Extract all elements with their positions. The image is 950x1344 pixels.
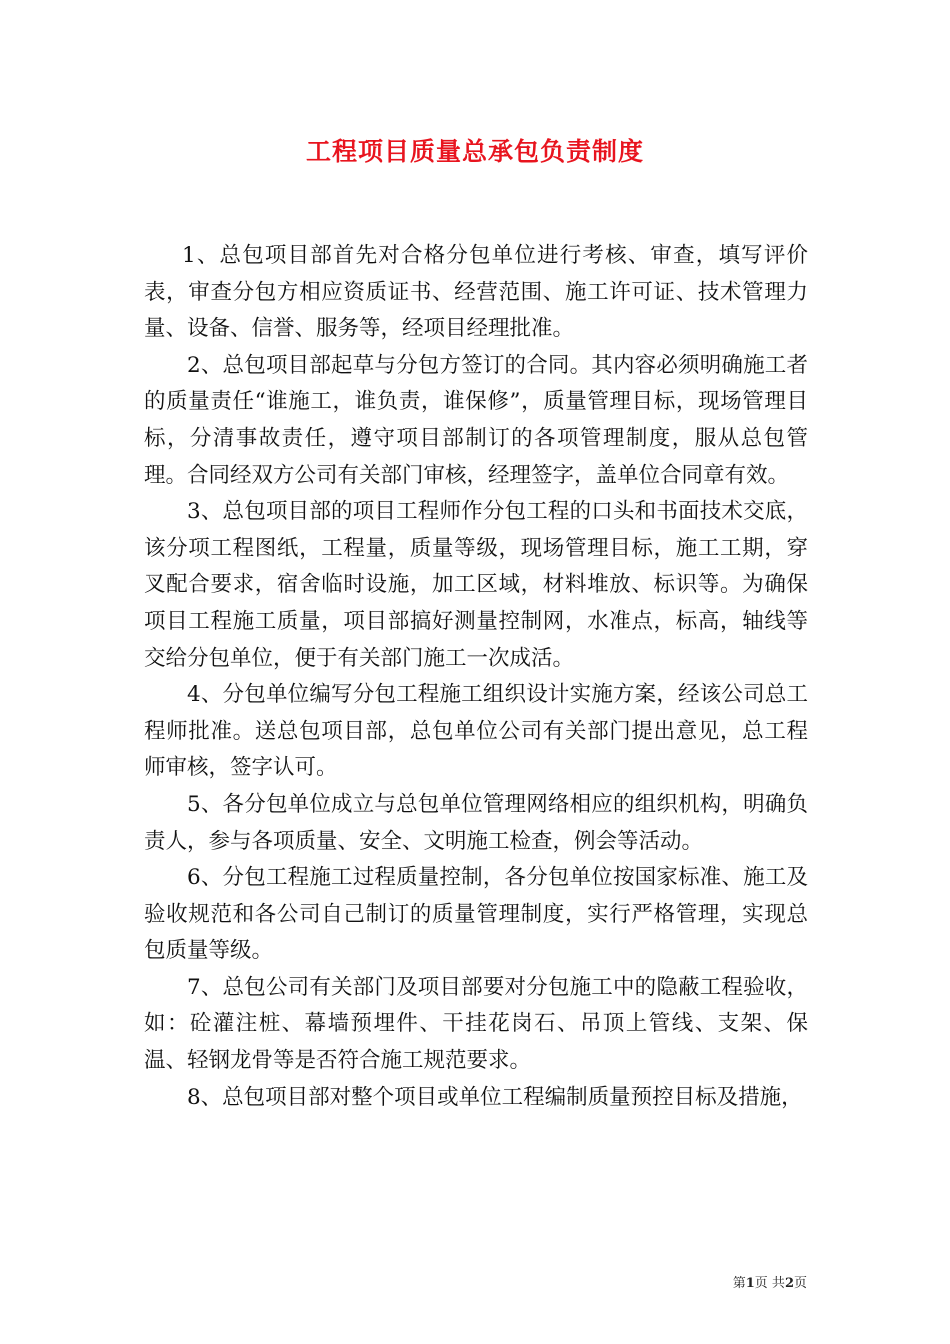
paragraph-5: 5、各分包单位成立与总包单位管理网络相应的组织机构，明确负责人，参与各项质量、安全、文明施工检查，例会等活动。 (144, 791, 808, 854)
total-pages-number: 2 (784, 1276, 794, 1291)
document-title: 工程项目质量总承包负责制度 (305, 137, 644, 166)
paragraph-1: 1、总包项目部首先对合格分包单位进行考核、审查，填写评价表，审查分包方相应资质证书、经营范围、施工许可证、技术管理力量、设备、信誉、服务等，经项目经理批准。 (144, 243, 808, 342)
footer-suffix: 页 (793, 1276, 807, 1291)
footer-middle: 页 共 (754, 1276, 785, 1291)
paragraph-7: 7、总包公司有关部门及项目部要对分包施工中的隐蔽工程验收，如：砼灌注桩、幕墙预埋件、干挂花岗石、吊顶上管线、支架、保温、轻钢龙骨等是否符合施工规范要求。 (144, 974, 808, 1074)
paragraph-3: 3、总包项目部的项目工程师作分包工程的口头和书面技术交底，该分项工程图纸，工程量，质量等级，现场管理目标，施工工期，穿叉配合要求，宿舍临时设施，加工区域，材料堆放、标识等。为确保项目工程施工质量，项目部搞好测量控制网，水准点，标高，轴线等交给分包单位，便于有关部门施工一次成活。 (144, 499, 808, 671)
current-page-number: 1 (745, 1276, 755, 1291)
paragraph-2: 2、总包项目部起草与分包方签订的合同。其内容必须明确施工者的质量责任“谁施工，谁负责，谁保修”，质量管理目标，现场管理目标，分清事故责任，遵守项目部制订的各项管理制度，服从总包管理。合同经双方公司有关部门审核，经理签字，盖单位合同章有效。 (144, 352, 808, 488)
document-body (144, 238, 808, 1116)
paragraph-6: 6、分包工程施工过程质量控制，各分包单位按国家标准、施工及验收规范和各公司自己制订的质量管理制度，实行严格管理，实现总包质量等级。 (144, 865, 808, 964)
paragraph-4: 4、分包单位编写分包工程施工组织设计实施方案，经该公司总工程师批准。送总包项目部，总包单位公司有关部门提出意见，总工程师审核，签字认可。 (144, 682, 808, 781)
footer-prefix: 第 (732, 1276, 746, 1291)
page-number-footer (733, 1272, 807, 1291)
paragraph-8: 8、总包项目部对整个项目或单位工程编制质量预控目标及措施， (187, 1084, 803, 1110)
